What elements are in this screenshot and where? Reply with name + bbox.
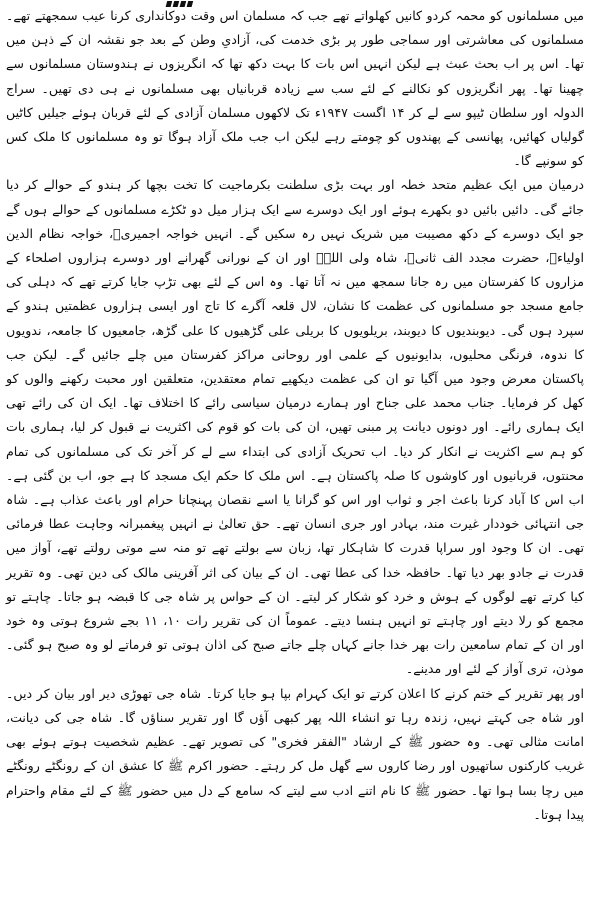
- paragraph: میں مسلمانوں کو محمہ کردو کانیں کھلواتے تھے جب کہ مسلمان اس وقت دوکانداری کرنا عیب سمجھتے تھے۔ مسلمانوں کی معاشرتی اور سماجی طور پر بڑی خدمت کی، آزادیِ وطن کے بعد جو نقشہ ان کے ذہن میں تھا۔ اس پر اب بحث عبث ہے لیکن انہیں اس بات کا بہت دکھ تھا کہ انگریزوں نے ہندوستان مسلمانوں سے چھینا تھا۔ پھر انگریزوں کو نکالنے کے لئے سب سے زیادہ قربانیاں بھی مسلمانوں نے ہی دی تھیں۔ سراج الدولہ اور سلطان ٹیپو سے لے کر ۱۴ اگست ۱۹۴۷ء تک لاکھوں مسلمان آزادی کے لئے قربان ہوئے جیلیں کاٹیں گولیاں کھائیں، پھانسی کے پھندوں کو چومتے رہے لیکن اب جب ملک آزاد ہوگا تو وہ مسلمانوں کا ملک کس کو سونپے گا۔: [6, 8, 584, 169]
- paragraph: اور پھر تقریر کے ختم کرنے کا اعلان کرتے تو ایک کہرام بپا ہو جایا کرتا۔ شاہ جی تھوڑی دیر اور بیان کر دیں۔ اور شاہ جی کہتے نہیں، زندہ رہا تو انشاء اللہ پھر کبھی آؤں گا اور تقریر سناؤں گا۔ شاہ جی کی دیانت، امانت مثالی تھی۔ وہ حضور ﷺ کے ارشاد "الفقر فخری" کی تصویر تھے۔ عظیم شخصیت ہوتے ہوئے بھی غریب کارکنوں ساتھیوں اور رضا کاروں سے گھل مل کر رہتے۔ حضور اکرم ﷺ کا عشق ان کے رونگٹے رونگٹے میں رچا بسا ہوا تھا۔ حضور ﷺ کا نام اتنے ادب سے لیتے کہ سامع کے دل میں حضور ﷺ کے لئے مقام واحترام پیدا ہوتا۔: [6, 685, 584, 822]
- top-edge-mark: [160, 0, 194, 7]
- paragraph: درمیان میں ایک عظیم متحد خطہ اور بہت بڑی سلطنت بکرماجیت کا تخت بچھا کر ہندو کے حوالے کر دیا جائے گی۔ دائیں بائیں دو بکھرے ہوئے اور ایک دوسرے سے ایک ہزار میل دو ٹکڑے مسلمانوں کے حوالے ہوں گے جو ایک دوسرے کے دکھ مصیبت میں شریک نہیں رہ سکیں گے۔ انہیں خواجہ اجمیریؒ، خواجہ نظام الدین اولیاءؒ، حضرت مجدد الف ثانیؒ، شاہ ولی اللہؒ اور ان کے نورانی گھرانے اور دوسرے ہزاروں اصلحاء کے مزاروں کا کفرستان میں رہ جانا سمجھ میں نہ آتا تھا۔ وہ اس کے لئے بھی تڑپ جایا کرتے تھے کہ دہلی کی جامع مسجد جو مسلمانوں کی عظمت کا نشان، لال قلعہ آگرے کا تاج اور ایسی ہزاروں عظمتیں ہندو کے سپرد ہوں گی۔ دیوبندیوں کا دیوبند، بریلویوں کا بریلی علی گڑھیوں کا علی گڑھ، جامعیوں کا جامعہ، ندویوں کا ندوہ، فرنگی محلیوں، بدایونیوں کے علمی اور روحانی مراکز کفرستان میں چلے جائیں گے۔ لیکن جب پاکستان معرض وجود میں آگیا تو ان کی عظمت دیکھیے تمام معتقدین، متعلقین اور محبت رکھنے والوں کو کھل کر فرمایا۔ جناب محمد علی جناح اور ہمارے درمیان سیاسی رائے کا اختلاف تھا۔ ایک ان کی رائے تھی ایک ہماری رائے۔ اور دونوں دیانت پر مبنی تھیں، ان کی بات کو قوم کی اکثریت نے قبول کر لیا، ہماری بات کو ہم سے اکثریت نے انکار کر دیا۔ اب تحریک آزادی کی ابتداء سے لے کر آخر تک کی مسلمانوں کی تمام محنتوں، قربانیوں اور کاوشوں کا صلہ پاکستان ہے۔ اس ملک کا حکم ایک مسجد کا ہے جو، اب بن گئی ہے۔ اب اس کا آباد کرنا باعث اجر و ثواب اور اس کو گرانا یا اسے نقصان پہنچانا حرام اور باعث عذاب ہے۔ شاہ جی انتہائی خوددار غیرت مند، بہادر اور جری انسان تھے۔ حق تعالیٰ نے انہیں پیغمبرانہ وجاہت عطا فرمائی تھی۔ ان کا وجود اور سراپا قدرت کا شاہکار تھا، زبان سے بولتے تھے تو منہ سے موتی رولتے تھے، آواز میں قدرت نے جادو بھر دیا تھا۔ حافظہ خدا کی عطا تھی۔ ان کے بیان کی اثر آفرینی مالک کی دین تھی۔ وہ تقریر کیا کرتے تھے لوگوں کے ہوش و خرد کو شکار کر لیتے۔ ان کے حواس پر شاہ جی کا قبضہ ہو جاتا۔ چاہتے تو مجمع کو رلا دیتے اور چاہتے تو انہیں ہنسا دیتے۔ عموماً ان کی تقریر رات ۱۰، ۱۱ بجے شروع ہوتی وہ خود اور ان کے تمام سامعین رات بھر خدا جانے کہاں چلے جاتے صبح کی اذان ہوتی تو فرماتے لو وہ صبح ہو گئی۔ موذن، تری آواز کے لئے اور مدینے۔: [6, 177, 585, 677]
